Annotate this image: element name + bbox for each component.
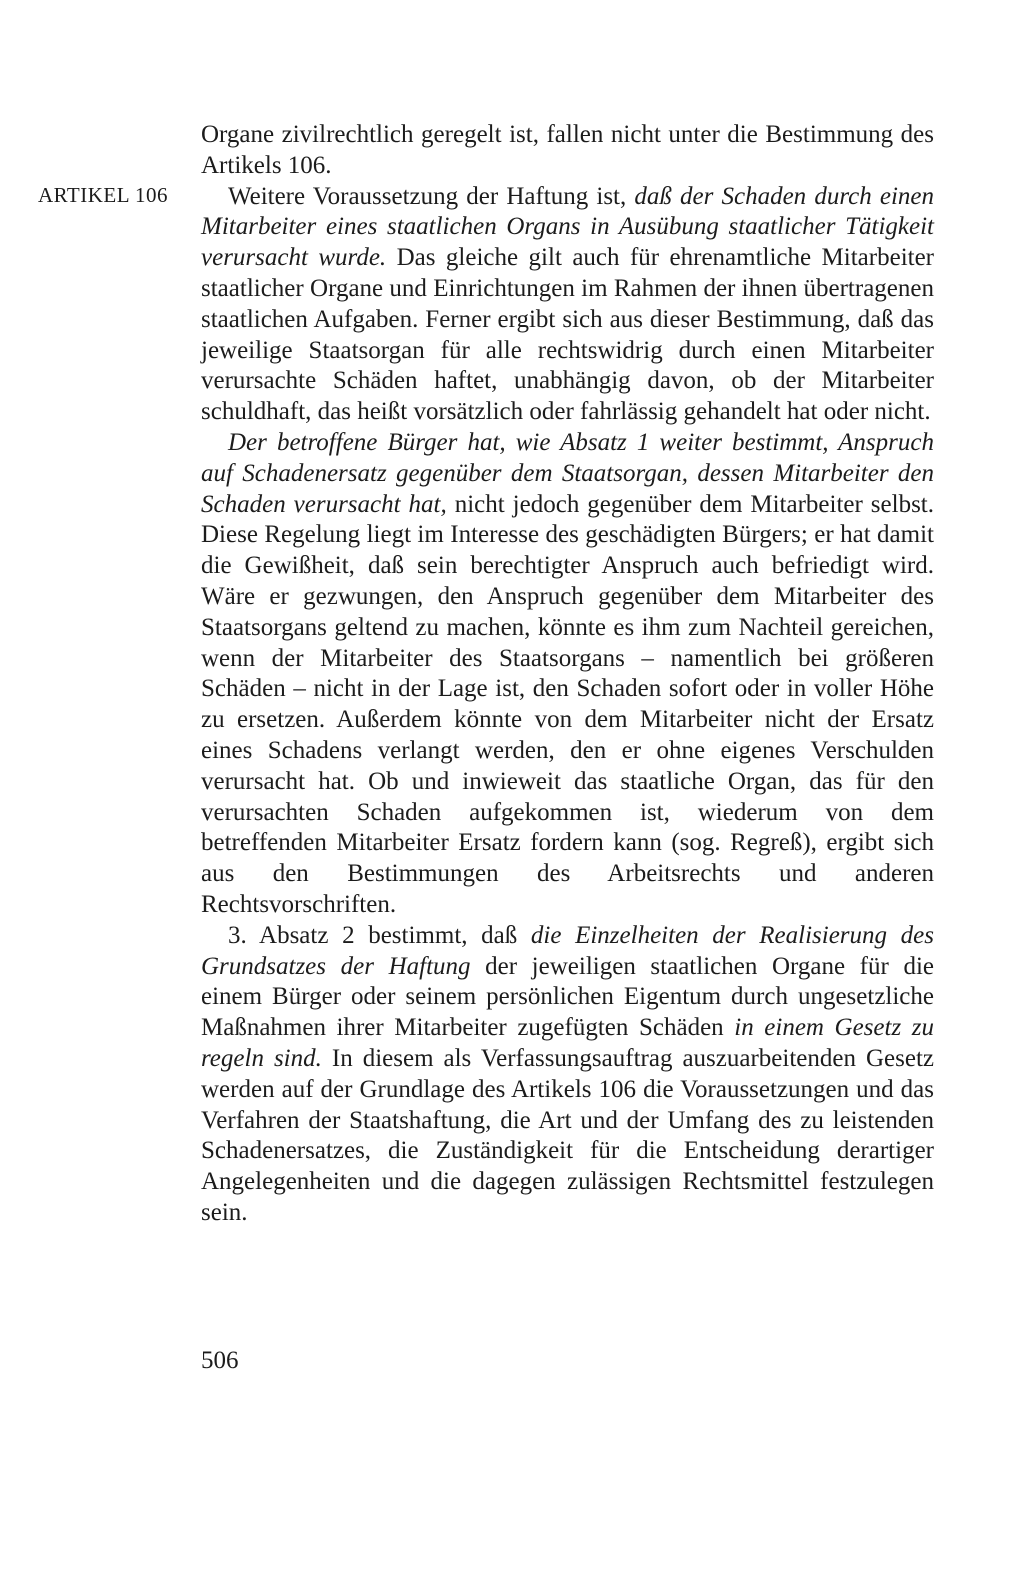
text-segment: In diesem als Verfassungsauftrag auszuarbeitenden Gesetz werden auf der Grundlage des Artikels 106 die Voraussetzungen und das Verfahren der Staatshaftung, die Art und der Umfang des zu leistenden Schadenersatzes, die Zuständigkeit für die Entscheidung derartiger Angelegenheiten und die dagegen zulässigen Rechtsmittel festzulegen sein. (201, 1044, 934, 1226)
text-segment: der jeweiligen staatlichen Organe für die einem Bürger oder seinem persönlichen Eigentum durch ungesetzliche Maßnahmen ihrer Mitarbeiter zugefügten Schäden (201, 952, 934, 1042)
page-number: 506 (201, 1347, 239, 1374)
italic-text-segment: in einem Gesetz zu regeln sind. (201, 1014, 934, 1072)
italic-text-segment: Der betroffene Bürger hat, wie Absatz 1 weiter bestimmt, Anspruch auf Schadenersatz gegenüber dem Staatsorgan, dessen Mitarbeiter den Schaden verursacht hat, (201, 428, 934, 518)
body-text (201, 120, 934, 1229)
paragraph (201, 120, 934, 182)
italic-text-segment: daß der Schaden durch einen Mitarbeiter eines staatlichen Organs in Ausübung staatlicher Tätigkeit verursacht wurde. (201, 182, 934, 272)
text-segment: Weitere Voraussetzung der Haftung ist, (228, 182, 635, 210)
margin-note-article: ARTIKEL 106 (38, 183, 169, 207)
paragraph (201, 182, 934, 428)
text-segment: Das gleiche gilt auch für ehrenamtliche Mitarbeiter staatlicher Organe und Einrichtungen im Rahmen der ihnen übertragenen staatlichen Aufgaben. Ferner ergibt sich aus dieser Bestimmung, daß das jeweilige Staatsorgan für alle rechtswidrig durch einen Mitarbeiter verursachte Schäden haftet, unabhängig davon, ob der Mitarbeiter schuldhaft, das heißt vorsätzlich oder fahrlässig gehandelt hat oder nicht. (201, 244, 935, 426)
text-segment: 3. Absatz 2 bestimmt, daß (228, 921, 531, 949)
italic-text-segment: die Einzelheiten der Realisierung des Grundsatzes der Haftung (201, 921, 934, 980)
text-segment: nicht jedoch gegenüber dem Mitarbeiter selbst. Diese Regelung liegt im Interesse des geschädigten Bürgers; er hat damit die Gewißheit, daß sein berechtigter Anspruch auch befriedigt wird. Wäre er gezwungen, den Anspruch gegenüber dem Mitarbeiter des Staatsorgans geltend zu machen, könnte es ihm zum Nachteil gereichen, wenn der Mitarbeiter des Staatsorgans – namentlich bei größeren Schäden – nicht in der Lage ist, den Schaden sofort oder in voller Höhe zu ersetzen. Außerdem könnte von dem Mitarbeiter nicht der Ersatz eines Schadens verlangt werden, den er ohne eigenes Verschulden verursacht hat. Ob und inwieweit das staatliche Organ, das für den verursachten Schaden aufgekommen ist, wiederum von dem betreffenden Mitarbeiter Ersatz fordern kann (sog. Regreß), ergibt sich aus den Bestimmungen des Arbeitsrechts und anderen Rechtsvorschriften. (201, 490, 934, 918)
text-segment: Organe zivilrechtlich geregelt ist, fallen nicht unter die Bestimmung des Artikels 106. (201, 121, 934, 179)
paragraph (201, 921, 934, 1229)
paragraph (201, 428, 934, 921)
